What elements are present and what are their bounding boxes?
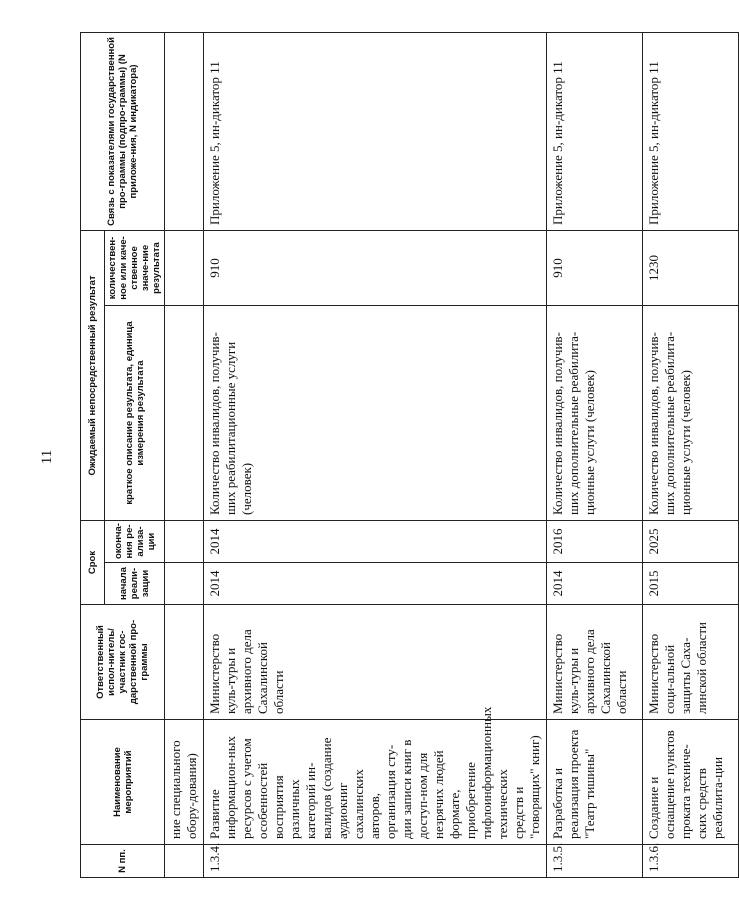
header-term: Срок: [81, 520, 105, 604]
cell-end: 2025: [643, 520, 739, 562]
header-term-end: оконча-ния ре-ализа-ции: [105, 520, 165, 562]
cell-no: 1.3.6.: [643, 845, 739, 878]
cell-end: 2016: [547, 520, 643, 562]
table-row: [204, 32, 547, 877]
header-row-groups: [81, 32, 105, 877]
cell-start: 2014: [204, 563, 547, 605]
cell-no: 1.3.5.: [547, 845, 643, 878]
cell-link: Приложение 5, ин-дикатор 11: [547, 32, 643, 230]
header-result: Ожидаемый непосредственный результат: [81, 230, 105, 520]
cell-start: 2014: [547, 563, 643, 605]
cell-name: ние специального обору-дования): [165, 720, 204, 845]
header-term-start: начала реали-зации: [105, 563, 165, 605]
cell-name: Развитие информацион-ных ресурсов с учетом особенностей восприятия различных категорий ин-валидов (создание аудиокниг сахалинских авторов, организация сту-дии записи книг в доступ-ном для незрячих людей формате, приобретение тифлоинформационных технических средств и "говорящих" книг): [204, 720, 547, 845]
cell-link: [165, 32, 204, 230]
cell-name: Разработка и реализация проекта "Театр тишины": [547, 720, 643, 845]
cell-link: Приложение 5, ин-дикатор 11: [643, 32, 739, 230]
table-row: [165, 32, 204, 877]
rotated-table-stage: [80, 33, 725, 878]
header-name: Наименование мероприятий: [81, 720, 165, 845]
cell-name: Создание и оснащение пунктов проката техниче-ских средств реабилита-ции: [643, 720, 739, 845]
cell-start: [165, 563, 204, 605]
cell-start: 2015: [643, 563, 739, 605]
cell-result-desc: Количество инвалидов, получив-ших дополнительные реабилита-ционные услуги (человек): [643, 305, 739, 520]
activities-table: [80, 32, 739, 878]
table-row: [643, 32, 739, 877]
cell-result-desc: Количество инвалидов, получив-ших дополнительные реабилита-ционные услуги (человек): [547, 305, 643, 520]
cell-result-value: [165, 230, 204, 305]
cell-end: 2014: [204, 520, 547, 562]
table-row: [547, 32, 643, 877]
cell-responsible: Министерство соци-альной защиты Саха-линской области: [643, 605, 739, 720]
page-number: 11: [39, 449, 55, 465]
cell-end: [165, 520, 204, 562]
cell-responsible: Министерство куль-туры и архивного дела Сахалинской области: [547, 605, 643, 720]
cell-result-desc: [165, 305, 204, 520]
cell-result-value: 910: [204, 230, 547, 305]
header-result-desc: краткое описание результата, единица измерения результата: [105, 305, 165, 520]
cell-result-value: 1230: [643, 230, 739, 305]
header-responsible: Ответственный испол-нитель/участник гос-дарственной про-граммы: [81, 605, 165, 720]
header-link: Связь с показателями государственной про-граммы (подпро-граммы) (N приложе-ния, N индикатора): [81, 32, 165, 230]
cell-no: 1.3.4.: [204, 845, 547, 878]
cell-no: [165, 845, 204, 878]
table-frame: [80, 33, 725, 878]
header-no: N пп.: [81, 845, 165, 878]
header-result-value: количествен-ное или каче-ственное значе-ние результата: [105, 230, 165, 305]
cell-result-desc: Количество инвалидов, получив-ших реабилитационные услуги (человек): [204, 305, 547, 520]
cell-responsible: Министерство куль-туры и архивного дела Сахалинской области: [204, 605, 547, 720]
cell-responsible: [165, 605, 204, 720]
cell-result-value: 910: [547, 230, 643, 305]
cell-link: Приложение 5, ин-дикатор 11: [204, 32, 547, 230]
